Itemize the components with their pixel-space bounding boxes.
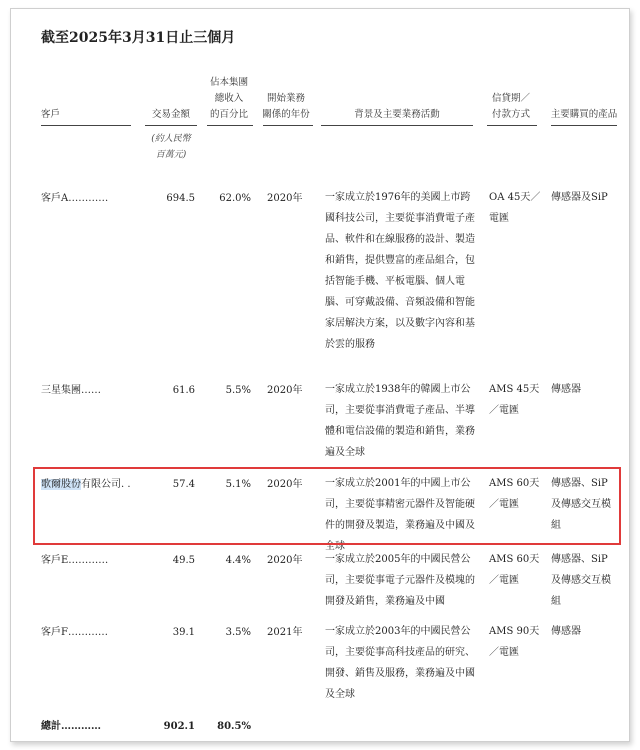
header-customer-label: 客戶	[41, 109, 61, 120]
header-pct-line-2: 總收入	[214, 93, 244, 104]
row-payment: AMS 60天／電匯	[489, 478, 540, 510]
row-pct: 4.4%	[225, 555, 251, 566]
row-description: 一家成立於2001年的中國上市公司，主要從事精密元器件及智能硬件的開發及製造，業務遍及中國及全球	[325, 478, 475, 552]
total-pct: 80.5%	[217, 721, 251, 732]
row-amount: 39.1	[172, 627, 195, 638]
header-pct-line-3: 的百分比	[209, 109, 248, 120]
header-customer	[41, 107, 60, 123]
header-products-rule	[551, 125, 617, 126]
customer-name-highlight: 歌爾股份	[41, 479, 81, 490]
row-year: 2020年	[267, 479, 303, 490]
row-pct: 3.5%	[225, 627, 251, 638]
row-pct: 5.1%	[225, 479, 251, 490]
total-amount: 902.1	[163, 721, 195, 732]
row-pct: 5.5%	[225, 385, 251, 396]
row-year: 2020年	[267, 385, 303, 396]
amount-unit-line-2: 百萬元)	[155, 150, 187, 160]
row-year: 2021年	[267, 627, 303, 638]
header-amount-rule	[145, 125, 197, 126]
row-customer-name: 客戶F…………	[41, 627, 108, 638]
row-products: 傳感器、SiP及傳感交互模組	[551, 554, 611, 607]
row-amount: 61.6	[172, 385, 195, 396]
row-description: 一家成立於1938年的韓國上市公司，主要從事消費電子產品、半導體和電信設備的製造和銷售，業務遍及全球	[325, 384, 475, 458]
row-pct: 62.0%	[219, 193, 251, 204]
header-pct-rule	[207, 125, 253, 126]
document-page	[10, 8, 630, 742]
header-start-year	[255, 91, 317, 123]
header-background	[327, 107, 467, 123]
row-products: 傳感器	[551, 384, 581, 395]
row-year: 2020年	[267, 193, 303, 204]
header-year-rule	[263, 125, 313, 126]
row-customer-name: 三星集團……	[41, 385, 101, 396]
section-title: 截至2025年3月31日止三個月	[41, 30, 236, 46]
total-label: 總計…………	[41, 721, 101, 732]
header-revenue-pct	[201, 75, 257, 123]
row-products: 傳感器	[551, 626, 581, 637]
header-background-label: 背景及主要業務活動	[354, 109, 440, 120]
row-products: 傳感器、SiP及傳感交互模組	[551, 478, 611, 531]
header-credit-line-1: 信貸期／	[491, 93, 530, 104]
row-description: 一家成立於1976年的美國上市跨國科技公司，主要從事消費電子產品、軟件和在線服務的設計、製造和銷售，提供豐富的產品組合，包括智能手機、平板電腦、個人電腦、可穿戴設備、音頻設備和智能家居解決方案，以及數字內容和基於雲的服務	[325, 192, 475, 350]
row-description: 一家成立於2005年的中國民營公司，主要從事電子元器件及模塊的開發及銷售，業務遍及中國	[325, 554, 475, 607]
header-credit-line-2: 付款方式	[491, 109, 530, 120]
header-amount	[145, 107, 197, 123]
row-year: 2020年	[267, 555, 303, 566]
header-pct-line-1: 佔本集團	[209, 77, 248, 88]
row-amount: 49.5	[172, 555, 195, 566]
row-customer-name: 客戶A…………	[41, 193, 109, 204]
header-credit	[481, 91, 541, 123]
header-products-label: 主要購買的產品	[550, 109, 618, 120]
header-background-rule	[321, 125, 473, 126]
header-customer-rule	[41, 125, 131, 126]
highlight-box	[33, 467, 621, 545]
row-amount: 694.5	[166, 193, 195, 204]
header-amount-label: 交易金額	[151, 109, 190, 120]
header-credit-rule	[487, 125, 537, 126]
row-payment: AMS 45天／電匯	[489, 384, 540, 416]
header-products	[549, 107, 619, 123]
row-payment: AMS 90天／電匯	[489, 626, 540, 658]
amount-unit-line-1: (約人民幣	[151, 134, 191, 144]
row-products: 傳感器及SiP	[551, 192, 608, 203]
header-amount-unit	[141, 131, 201, 163]
header-year-line-1: 開始業務	[266, 93, 305, 104]
row-amount: 57.4	[172, 479, 195, 490]
row-payment: OA 45天／電匯	[489, 192, 541, 224]
row-payment: AMS 60天／電匯	[489, 554, 540, 586]
customer-name-rest: 有限公司. .	[81, 479, 131, 490]
header-year-line-2: 關係的年份	[262, 109, 310, 120]
row-description: 一家成立於2003年的中國民營公司，主要從事高科技產品的研究、開發、銷售及服務，業務遍及中國及全球	[325, 626, 475, 700]
row-customer-name: 客戶E…………	[41, 555, 109, 566]
